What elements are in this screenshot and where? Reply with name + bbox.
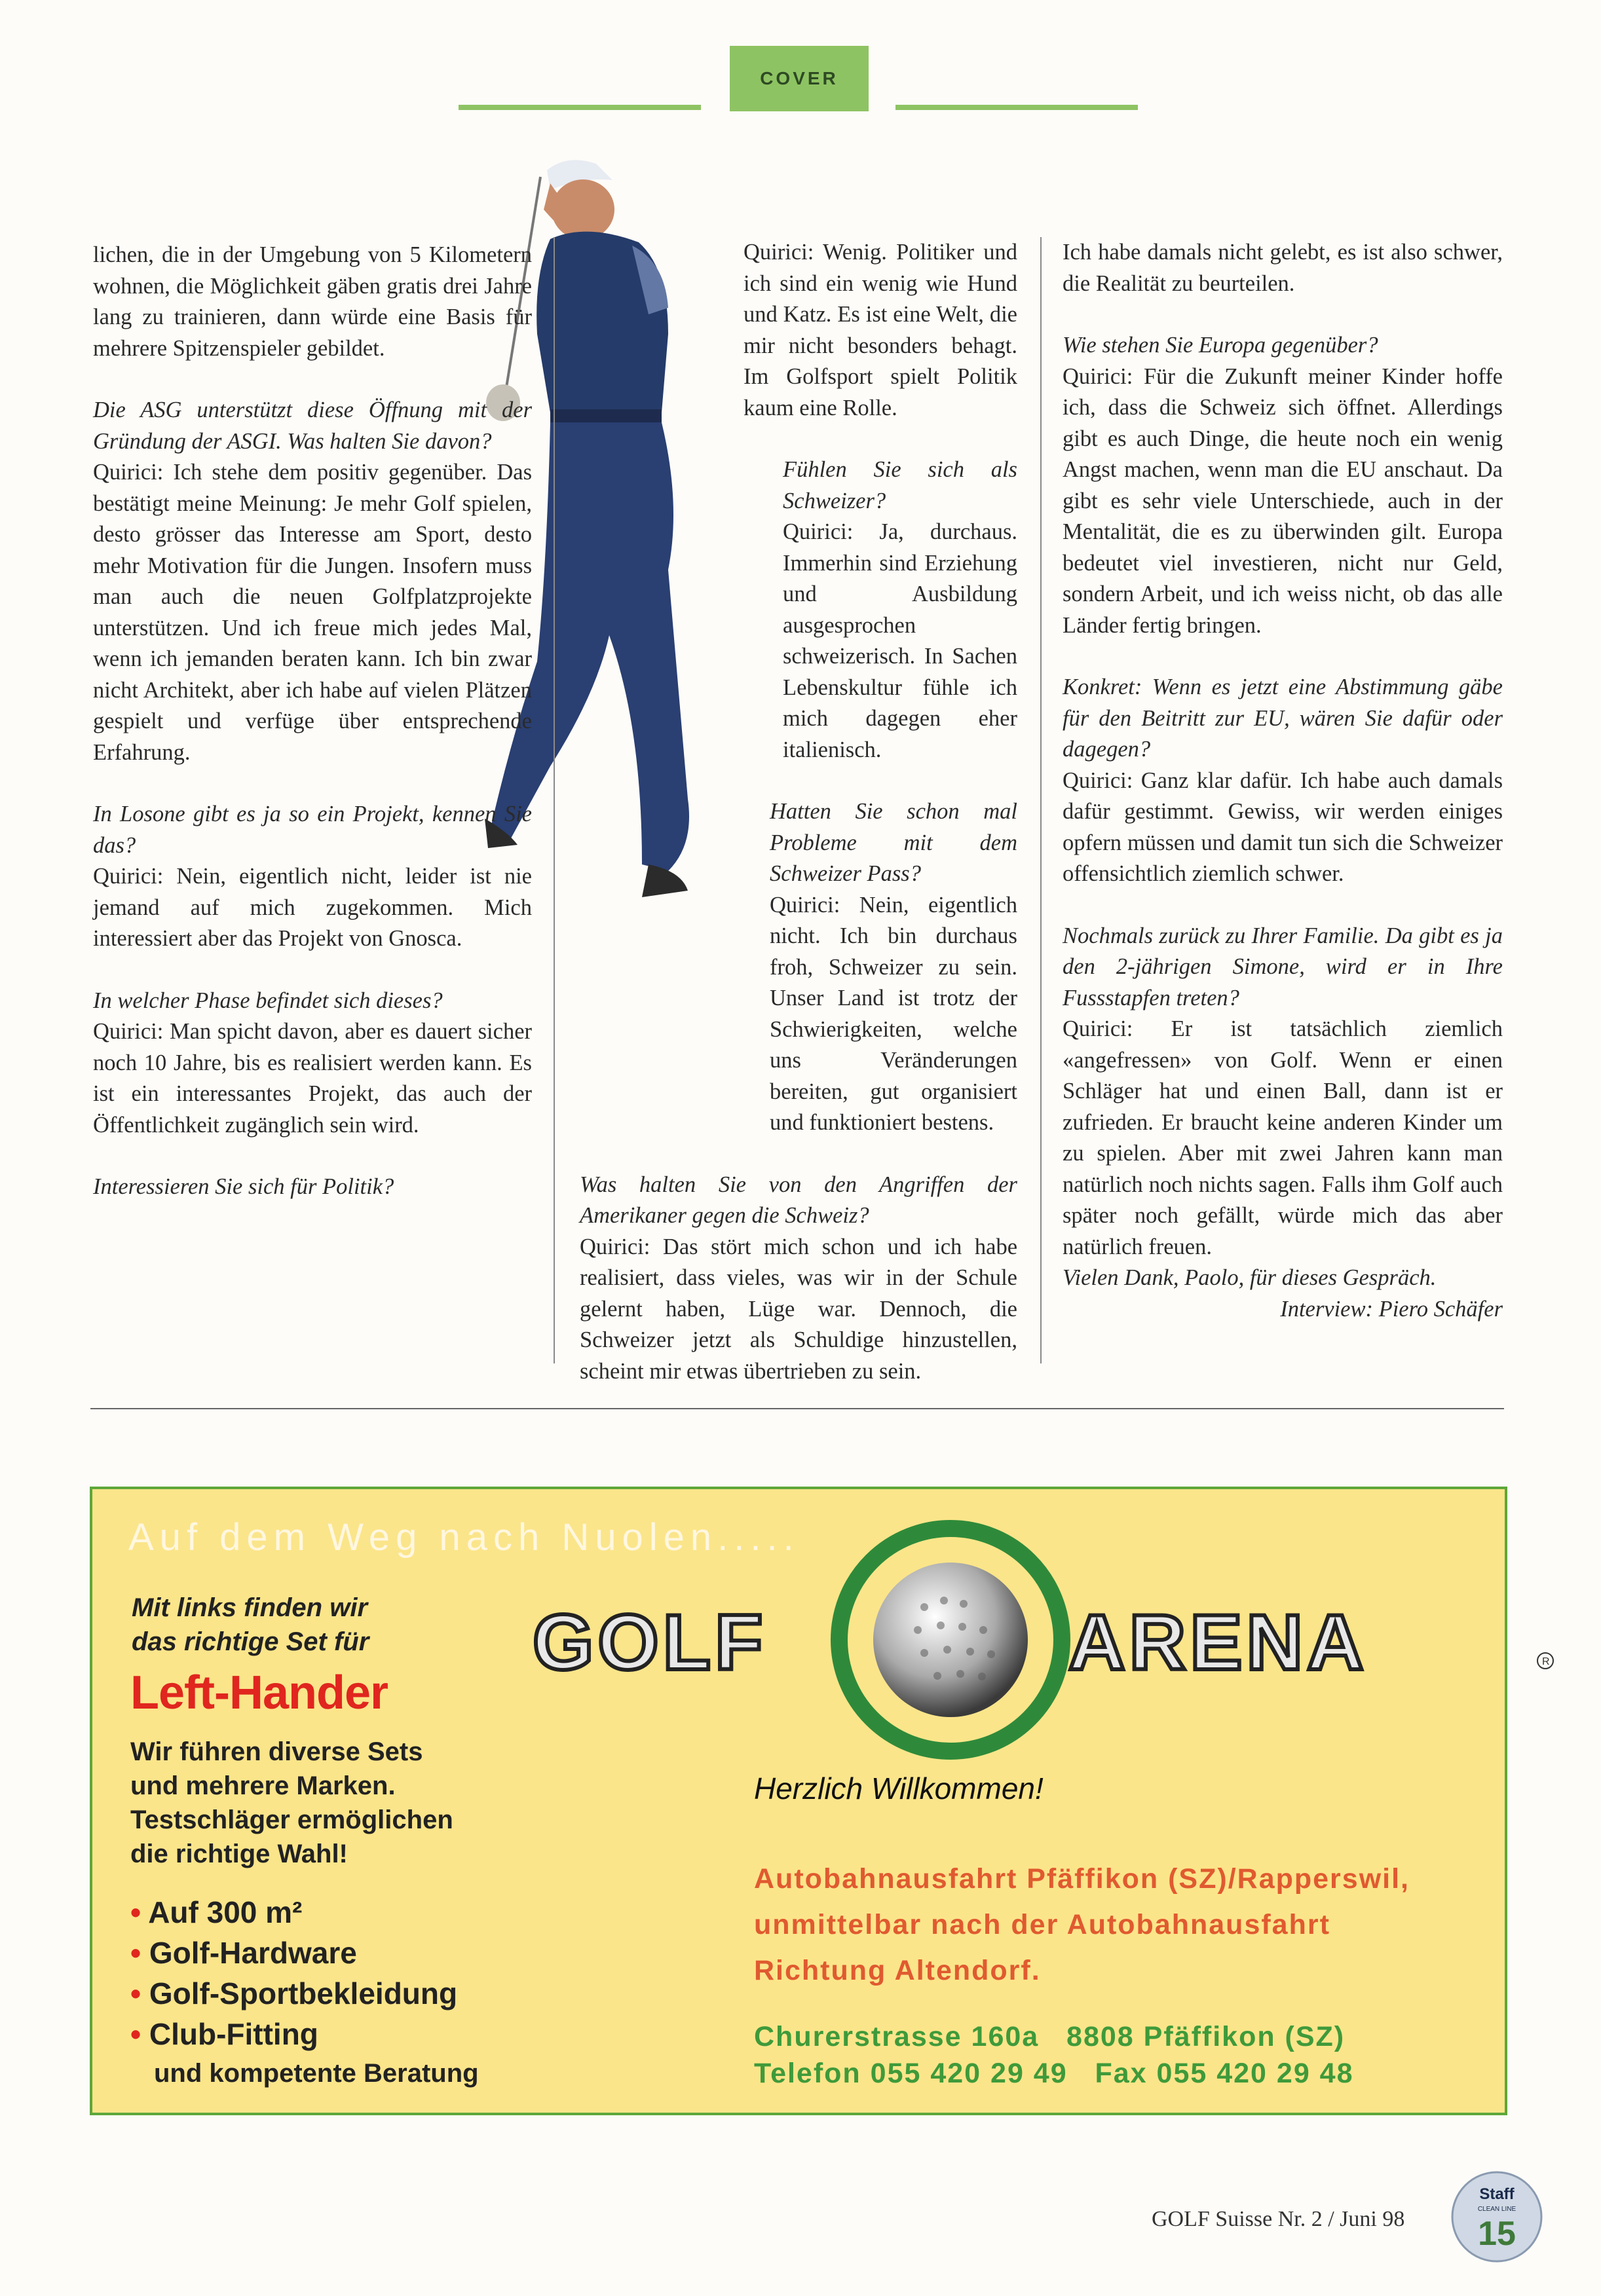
paragraph: Ich habe damals nicht gelebt, es ist also schwer, die Realität zu beurteilen. <box>1063 240 1503 296</box>
phone-number: Telefon 055 420 29 49 <box>754 2058 1068 2089</box>
logo-text-arena: ARENA <box>1068 1599 1368 1686</box>
welcome-text: Herzlich Willkommen! <box>754 1771 1044 1805</box>
question: Wie stehen Sie Europa gegenüber? <box>1063 333 1378 358</box>
article-column-2 <box>580 237 1017 1387</box>
closing-thanks: Vielen Dank, Paolo, für dieses Gespräch. <box>1063 1265 1437 1290</box>
list-item: • Club-Fitting <box>130 2017 318 2051</box>
ad-body <box>130 1735 453 1871</box>
list-item: • Auf 300 m² <box>130 1895 303 1929</box>
city-address: 8808 Pfäffikon (SZ) <box>1066 2021 1346 2052</box>
paragraph: lichen, die in der Umgebung von 5 Kilometern wohnen, die Möglichkeit gäben gratis drei Jahre lang zu trainieren, dann würde eine Basis für mehrere Spitzenspieler gebildet. <box>93 242 532 361</box>
answer: Nein, eigentlich nicht. Ich bin durchaus froh, Schweizer zu sein. Unser Land ist trotz der Schwierigkeiten, welche uns Veränderungen bereiten, gut organisiert und funktioniert bestens. <box>770 892 1017 1135</box>
speaker-name: Quirici: <box>744 240 814 265</box>
answer: Für die Zukunft meiner Kinder hoffe ich, dass die Schweiz sich öffnet. Allerdings gibt es auch Dinge, die heute noch ein wenig Angst machen, wenn man die EU anschaut. Da gibt es sehr viele Unterschiede, auch in der Mentalität, die es zu überwinden gilt. Europa bedeutet viel investieren, nicht nur Geld, sondern Arbeit, und ich weiss nicht, ob das alle Länder fertig bringen. <box>1063 363 1503 638</box>
golf-arena-ad <box>90 1487 1550 2115</box>
article-column-3 <box>1063 237 1503 1325</box>
answer: Ja, durchaus. Immerhin sind Erziehung und Ausbildung ausgesprochen schweizerisch. In Sachen Lebenskultur fühle ich mich dagegen eher italienisch. <box>783 519 1017 762</box>
fax-number: Fax 055 420 29 48 <box>1095 2058 1354 2089</box>
page-number: 15 <box>1478 2215 1516 2253</box>
section-divider <box>90 1408 1504 1409</box>
question: Fühlen Sie sich als Schweizer? <box>783 457 1017 513</box>
speaker-name: Quirici: <box>1063 1016 1133 1041</box>
ad-subheadline-line: Mit links finden wir <box>132 1593 368 1622</box>
question: Was halten Sie von den Angriffen der Amerikaner gegen die Schweiz? <box>580 1172 1017 1228</box>
ad-body-line: Testschläger ermöglichen <box>130 1805 453 1834</box>
interview-credit: Interview: Piero Schäfer <box>1280 1296 1503 1322</box>
list-item-tail: und kompetente Beratung <box>154 2059 479 2088</box>
answer: Das stört mich schon und ich habe realisiert, dass vieles, was wir in der Schule gelernt haben, Lüge war. Dennoch, die Schweizer jetzt als Schuldige hinzustellen, scheint mir etwas übertrieben zu sein. <box>580 1234 1018 1384</box>
question: Interessieren Sie sich für Politik? <box>93 1174 394 1199</box>
answer: Nein, eigentlich nicht, leider ist nie jemand auf mich zugekommen. Mich interessiert aber das Projekt von Gnosca. <box>93 864 532 951</box>
question: Die ASG unterstützt diese Öffnung mit der Gründung der ASGI. Was halten Sie davon? <box>93 398 532 454</box>
section-label: COVER <box>730 46 869 111</box>
column-divider <box>554 237 555 1363</box>
ad-body-line: die richtige Wahl! <box>130 1840 348 1868</box>
golf-arena-logo <box>525 1509 1560 1771</box>
article-column-1 <box>93 240 532 1203</box>
directions-line: Autobahnausfahrt Pfäffikon (SZ)/Rapperswil, <box>754 1863 1410 1895</box>
speaker-name: Quirici: <box>580 1234 650 1259</box>
speaker-name: Quirici: <box>1063 768 1133 793</box>
question: Nochmals zurück zu Ihrer Familie. Da gibt es ja den 2-jährigen Simone, wird er in Ihre Fussstapfen treten? <box>1063 923 1503 1010</box>
speaker-name: Quirici: <box>1063 363 1133 389</box>
question: In Losone gibt es ja so ein Projekt, kennen Sie das? <box>93 802 532 858</box>
ad-subheadline <box>132 1591 369 1659</box>
answer: Man spicht davon, aber es dauert sicher noch 10 Jahre, bis es realisiert werden kann. Es ist ein interessantes Projekt, das auch der Öffentlichkeit zugänglich sein wird. <box>93 1019 533 1138</box>
question: Konkret: Wenn es jetzt eine Abstimmung gäbe für den Beitritt zur EU, wären Sie dafür oder dagegen? <box>1063 675 1503 762</box>
header-rule-left <box>459 105 701 110</box>
answer: Er ist tatsächlich ziemlich «angefressen» von Golf. Wenn er einen Schläger hat und einen Ball, dann ist er zufrieden. Er braucht keine anderen Kinder um zu spielen. Aber mit zwei Jahren kann man natürlich noch nichts sagen. Falls ihm Golf auch später noch gefällt, würde mich das aber natürlich freuen. <box>1063 1016 1503 1259</box>
street-address: Churerstrasse 160a <box>754 2021 1040 2052</box>
ad-body-line: und mehrere Marken. <box>130 1771 396 1800</box>
answer: Ganz klar dafür. Ich habe auch damals dafür gestimmt. Gewiss, wir werden einiges opfern müssen und damit tun sich die Schweizer offensichtlich ziemlich schwer. <box>1063 768 1503 886</box>
ad-feature-list <box>130 1892 479 2092</box>
header-rule-right <box>895 105 1138 110</box>
left-hander-title: Left-Hander <box>130 1667 388 1719</box>
speaker-name: Quirici: <box>770 892 840 917</box>
speaker-name: Quirici: <box>93 864 164 889</box>
speaker-name: Quirici: <box>93 460 164 485</box>
question: In welcher Phase befindet sich dieses? <box>93 988 443 1013</box>
column-divider <box>1040 237 1042 1363</box>
badge-sub: CLEAN LINE <box>1477 2206 1516 2213</box>
ad-headline: Auf dem Weg nach Nuolen..... <box>128 1516 800 1559</box>
directions-line: Richtung Altendorf. <box>754 1955 1041 1986</box>
directions <box>754 1856 1410 1993</box>
list-item: • Golf-Sportbekleidung <box>130 1976 458 2010</box>
ad-subheadline-line: das richtige Set für <box>132 1627 369 1656</box>
badge-brand: Staff <box>1479 2185 1515 2203</box>
issue-info: GOLF Suisse Nr. 2 / Juni 98 <box>1152 2207 1405 2231</box>
answer: Ich stehe dem positiv gegenüber. Das bestätigt meine Meinung: Je mehr Golf spielen, desto grösser das Interesse am Sport, desto mehr Motivation für die Jungen. Insofern muss man auch die neuen Golfplatzprojekte unterstützen. Und ich freue mich jedes Mal, wenn ich jemanden beraten kann. Ich bin zwar nicht Architekt, aber ich habe auf vielen Plätzen gespielt und verfüge über entsprechende Erfahrung. <box>93 460 532 765</box>
question: Hatten Sie schon mal Probleme mit dem Schweizer Pass? <box>770 799 1017 886</box>
ad-body-line: Wir führen diverse Sets <box>130 1737 423 1766</box>
speaker-name: Quirici: <box>93 1019 164 1044</box>
speaker-name: Quirici: <box>783 519 854 544</box>
logo-text-golf: GOLF <box>533 1599 767 1686</box>
contact-info <box>754 2018 1354 2092</box>
answer: Wenig. Politiker und ich sind ein wenig wie Hund und Katz. Es ist eine Welt, die mir nicht besonders behagt. Im Golfsport spielt Politik kaum eine Rolle. <box>744 240 1017 420</box>
directions-line: unmittelbar nach der Autobahnausfahrt <box>754 1909 1330 1940</box>
list-item: • Golf-Hardware <box>130 1936 357 1970</box>
page-number-badge <box>1448 2168 1546 2266</box>
registered-mark: R <box>1542 1656 1550 1667</box>
